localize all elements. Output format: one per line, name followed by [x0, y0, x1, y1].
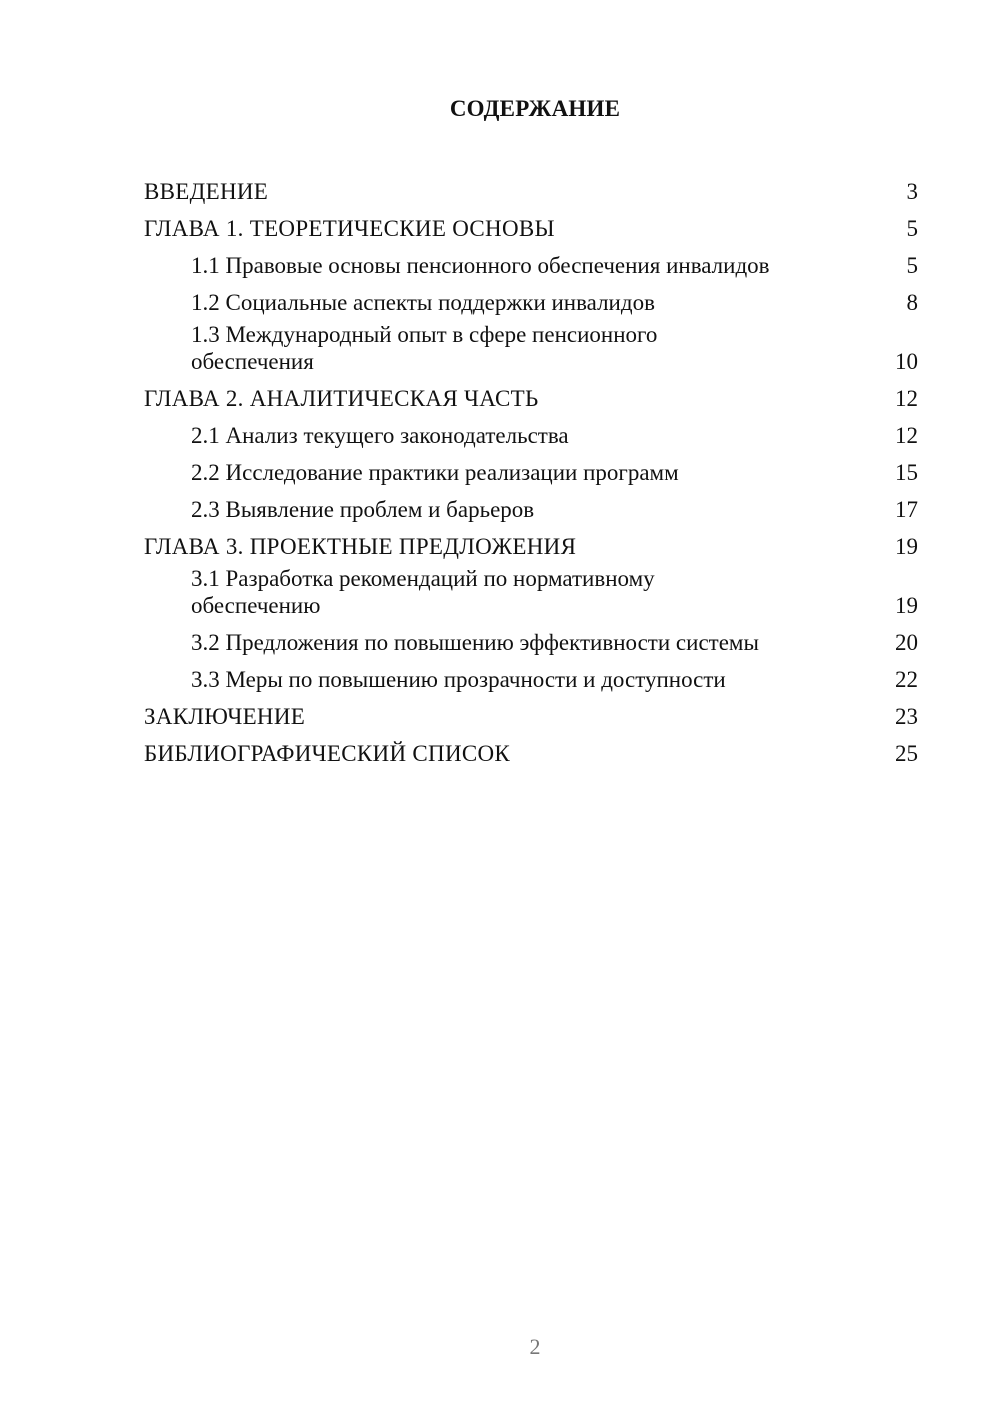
toc-entry-label: 1.3 Международный опыт в сфере пенсионного обеспечения — [191, 322, 658, 374]
toc-entry-page: 17 — [895, 497, 918, 522]
toc-entry-chapter-3[interactable] — [144, 523, 918, 560]
toc-entry-section-2-3[interactable] — [144, 486, 918, 523]
toc-entry-page: 5 — [906, 216, 918, 241]
toc-entry-introduction[interactable] — [144, 168, 918, 205]
toc-entry-label: 1.1 Правовые основы пенсионного обеспечения инвалидов — [191, 253, 770, 278]
toc-entry-label: ГЛАВА 3. ПРОЕКТНЫЕ ПРЕДЛОЖЕНИЯ — [144, 534, 577, 559]
toc-entry-label: 2.3 Выявление проблем и барьеров — [191, 497, 535, 522]
toc-entry-section-3-3[interactable] — [144, 656, 918, 693]
toc-entry-chapter-2[interactable] — [144, 375, 918, 412]
toc-entry-page: 23 — [895, 704, 918, 729]
toc-entry-section-3-2[interactable] — [144, 619, 918, 656]
toc-entry-page: 12 — [895, 386, 918, 411]
toc-entry-section-1-2[interactable] — [144, 279, 918, 316]
toc-entry-label: 1.2 Социальные аспекты поддержки инвалидов — [191, 290, 655, 315]
toc-entry-section-2-1[interactable] — [144, 412, 918, 449]
toc-entry-page: 15 — [895, 460, 918, 485]
table-of-contents — [144, 168, 918, 767]
toc-entry-page: 25 — [895, 741, 918, 766]
toc-entry-label: ГЛАВА 2. АНАЛИТИЧЕСКАЯ ЧАСТЬ — [144, 386, 539, 411]
toc-entry-label: ЗАКЛЮЧЕНИЕ — [144, 704, 306, 729]
toc-entry-page: 12 — [895, 423, 918, 448]
toc-entry-label: ВВЕДЕНИЕ — [144, 179, 269, 204]
toc-entry-page: 19 — [895, 593, 918, 618]
toc-entry-label: 3.2 Предложения по повышению эффективности системы — [191, 630, 759, 655]
toc-entry-page: 8 — [906, 290, 918, 315]
page-number: 2 — [529, 1334, 541, 1359]
toc-entry-label: 3.1 Разработка рекомендаций по нормативному обеспечению — [191, 566, 655, 618]
toc-entry-section-1-3[interactable] — [144, 316, 918, 375]
toc-entry-page: 5 — [906, 253, 918, 278]
toc-entry-page: 3 — [906, 179, 918, 204]
toc-entry-conclusion[interactable] — [144, 693, 918, 730]
toc-entry-page: 19 — [895, 534, 918, 559]
toc-entry-page: 20 — [895, 630, 918, 655]
toc-entry-label: 3.3 Меры по повышению прозрачности и доступности — [191, 667, 726, 692]
toc-entry-label: БИБЛИОГРАФИЧЕСКИЙ СПИСОК — [144, 741, 511, 766]
toc-entry-section-2-2[interactable] — [144, 449, 918, 486]
toc-entry-section-1-1[interactable] — [144, 242, 918, 279]
toc-entry-section-3-1[interactable] — [144, 560, 918, 619]
toc-entry-page: 10 — [895, 349, 918, 374]
toc-entry-page: 22 — [895, 667, 918, 692]
toc-entry-label: ГЛАВА 1. ТЕОРЕТИЧЕСКИЕ ОСНОВЫ — [144, 216, 555, 241]
toc-entry-label: 2.1 Анализ текущего законодательства — [191, 423, 569, 448]
page-title: СОДЕРЖАНИЕ — [449, 96, 621, 121]
toc-entry-label: 2.2 Исследование практики реализации программ — [191, 460, 679, 485]
toc-entry-bibliography[interactable] — [144, 730, 918, 767]
toc-entry-chapter-1[interactable] — [144, 205, 918, 242]
